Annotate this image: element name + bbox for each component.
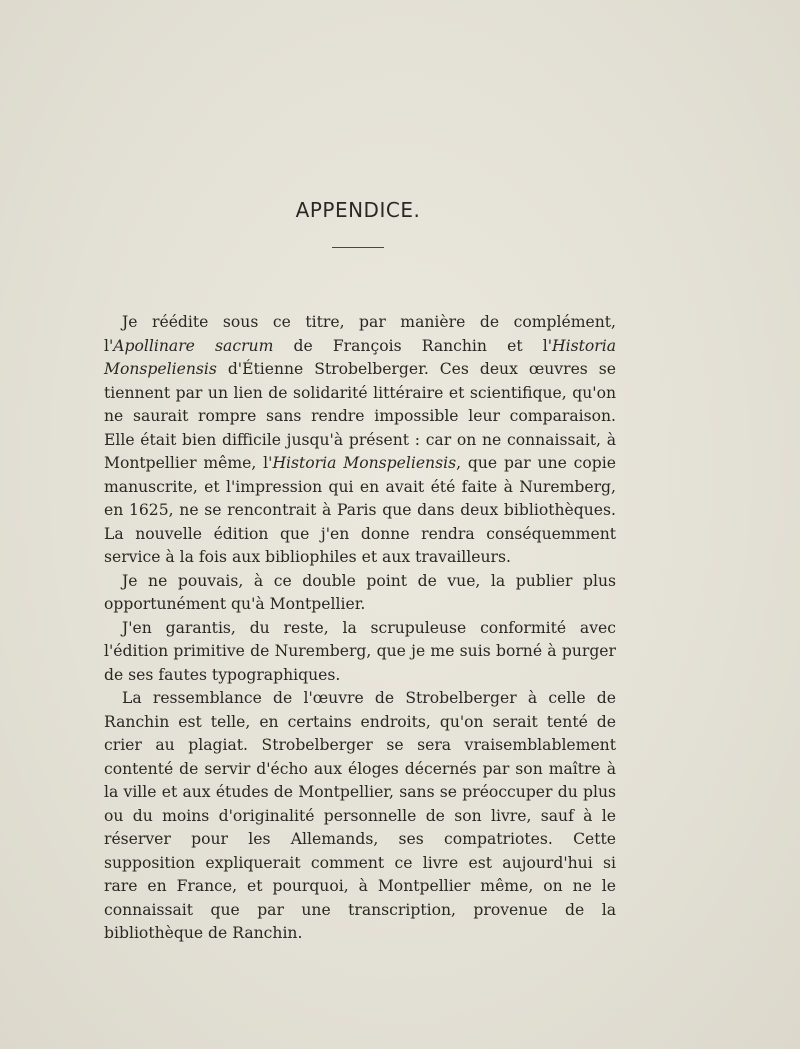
italic-title: Historia Monspeliensis <box>104 336 617 378</box>
paragraph <box>104 570 616 617</box>
italic-title: Historia Monspeliensis <box>272 454 457 472</box>
text-run: d'Étienne Strobelberger. Ces deux œuvres se tiennent par un lien de solidarité littéraire et scientifique, qu'on ne saurait rompre sans rendre impossible leur comparaison. Elle était bien difficile jusqu'à présent : car on ne connaissait, à Montpellier même, l' <box>104 360 616 472</box>
text-run: La ressemblance de l'œuvre de Strobelberger à celle de Ranchin est telle, en certains endroits, qu'on serait tenté de crier au plagiat. Strobelberger se sera vraisemblablement contenté de servir d'écho aux éloges décernés par son maître à la ville et aux études de Montpellier, sans se préoccuper du plus ou du moins d'originalité personnelle de son livre, sauf à le réserver pour les Allemands, ses compatriotes. Cette supposition expliquerait comment ce livre est aujourd'hui si rare en France, et pourquoi, à Montpellier même, on ne le connaissait que par une transcription, provenue de la bibliothèque de Ranchin. <box>104 689 616 942</box>
text-run: de François Ranchin et l' <box>273 336 553 355</box>
italic-title: Apollinare sacrum <box>113 336 274 355</box>
paragraph <box>104 687 616 946</box>
text-run: Je ne pouvais, à ce double point de vue, la publier plus opportunément qu'à Montpellier. <box>104 571 616 613</box>
text-run: , que par une copie manuscrite, et l'impression qui en avait été faite à Nuremberg, en 1625, ne se rencontrait à Paris que dans deux bibliothèques. La nouvelle édition que j'en donne rendra conséquemment service à la fois aux bibliophiles et aux travailleurs. <box>104 454 616 566</box>
text-run: Je réédite sous ce titre, par manière de complément, l' <box>104 313 616 355</box>
paragraph <box>104 311 616 570</box>
text-run: J'en garantis, du reste, la scrupuleuse conformité avec l'édition primitive de Nuremberg, que je me suis borné à purger de ses fautes typographiques. <box>104 618 616 684</box>
title-divider <box>332 247 384 248</box>
paragraph <box>104 617 616 688</box>
body-text <box>104 311 616 946</box>
page-title: APPENDICE. <box>295 198 421 222</box>
